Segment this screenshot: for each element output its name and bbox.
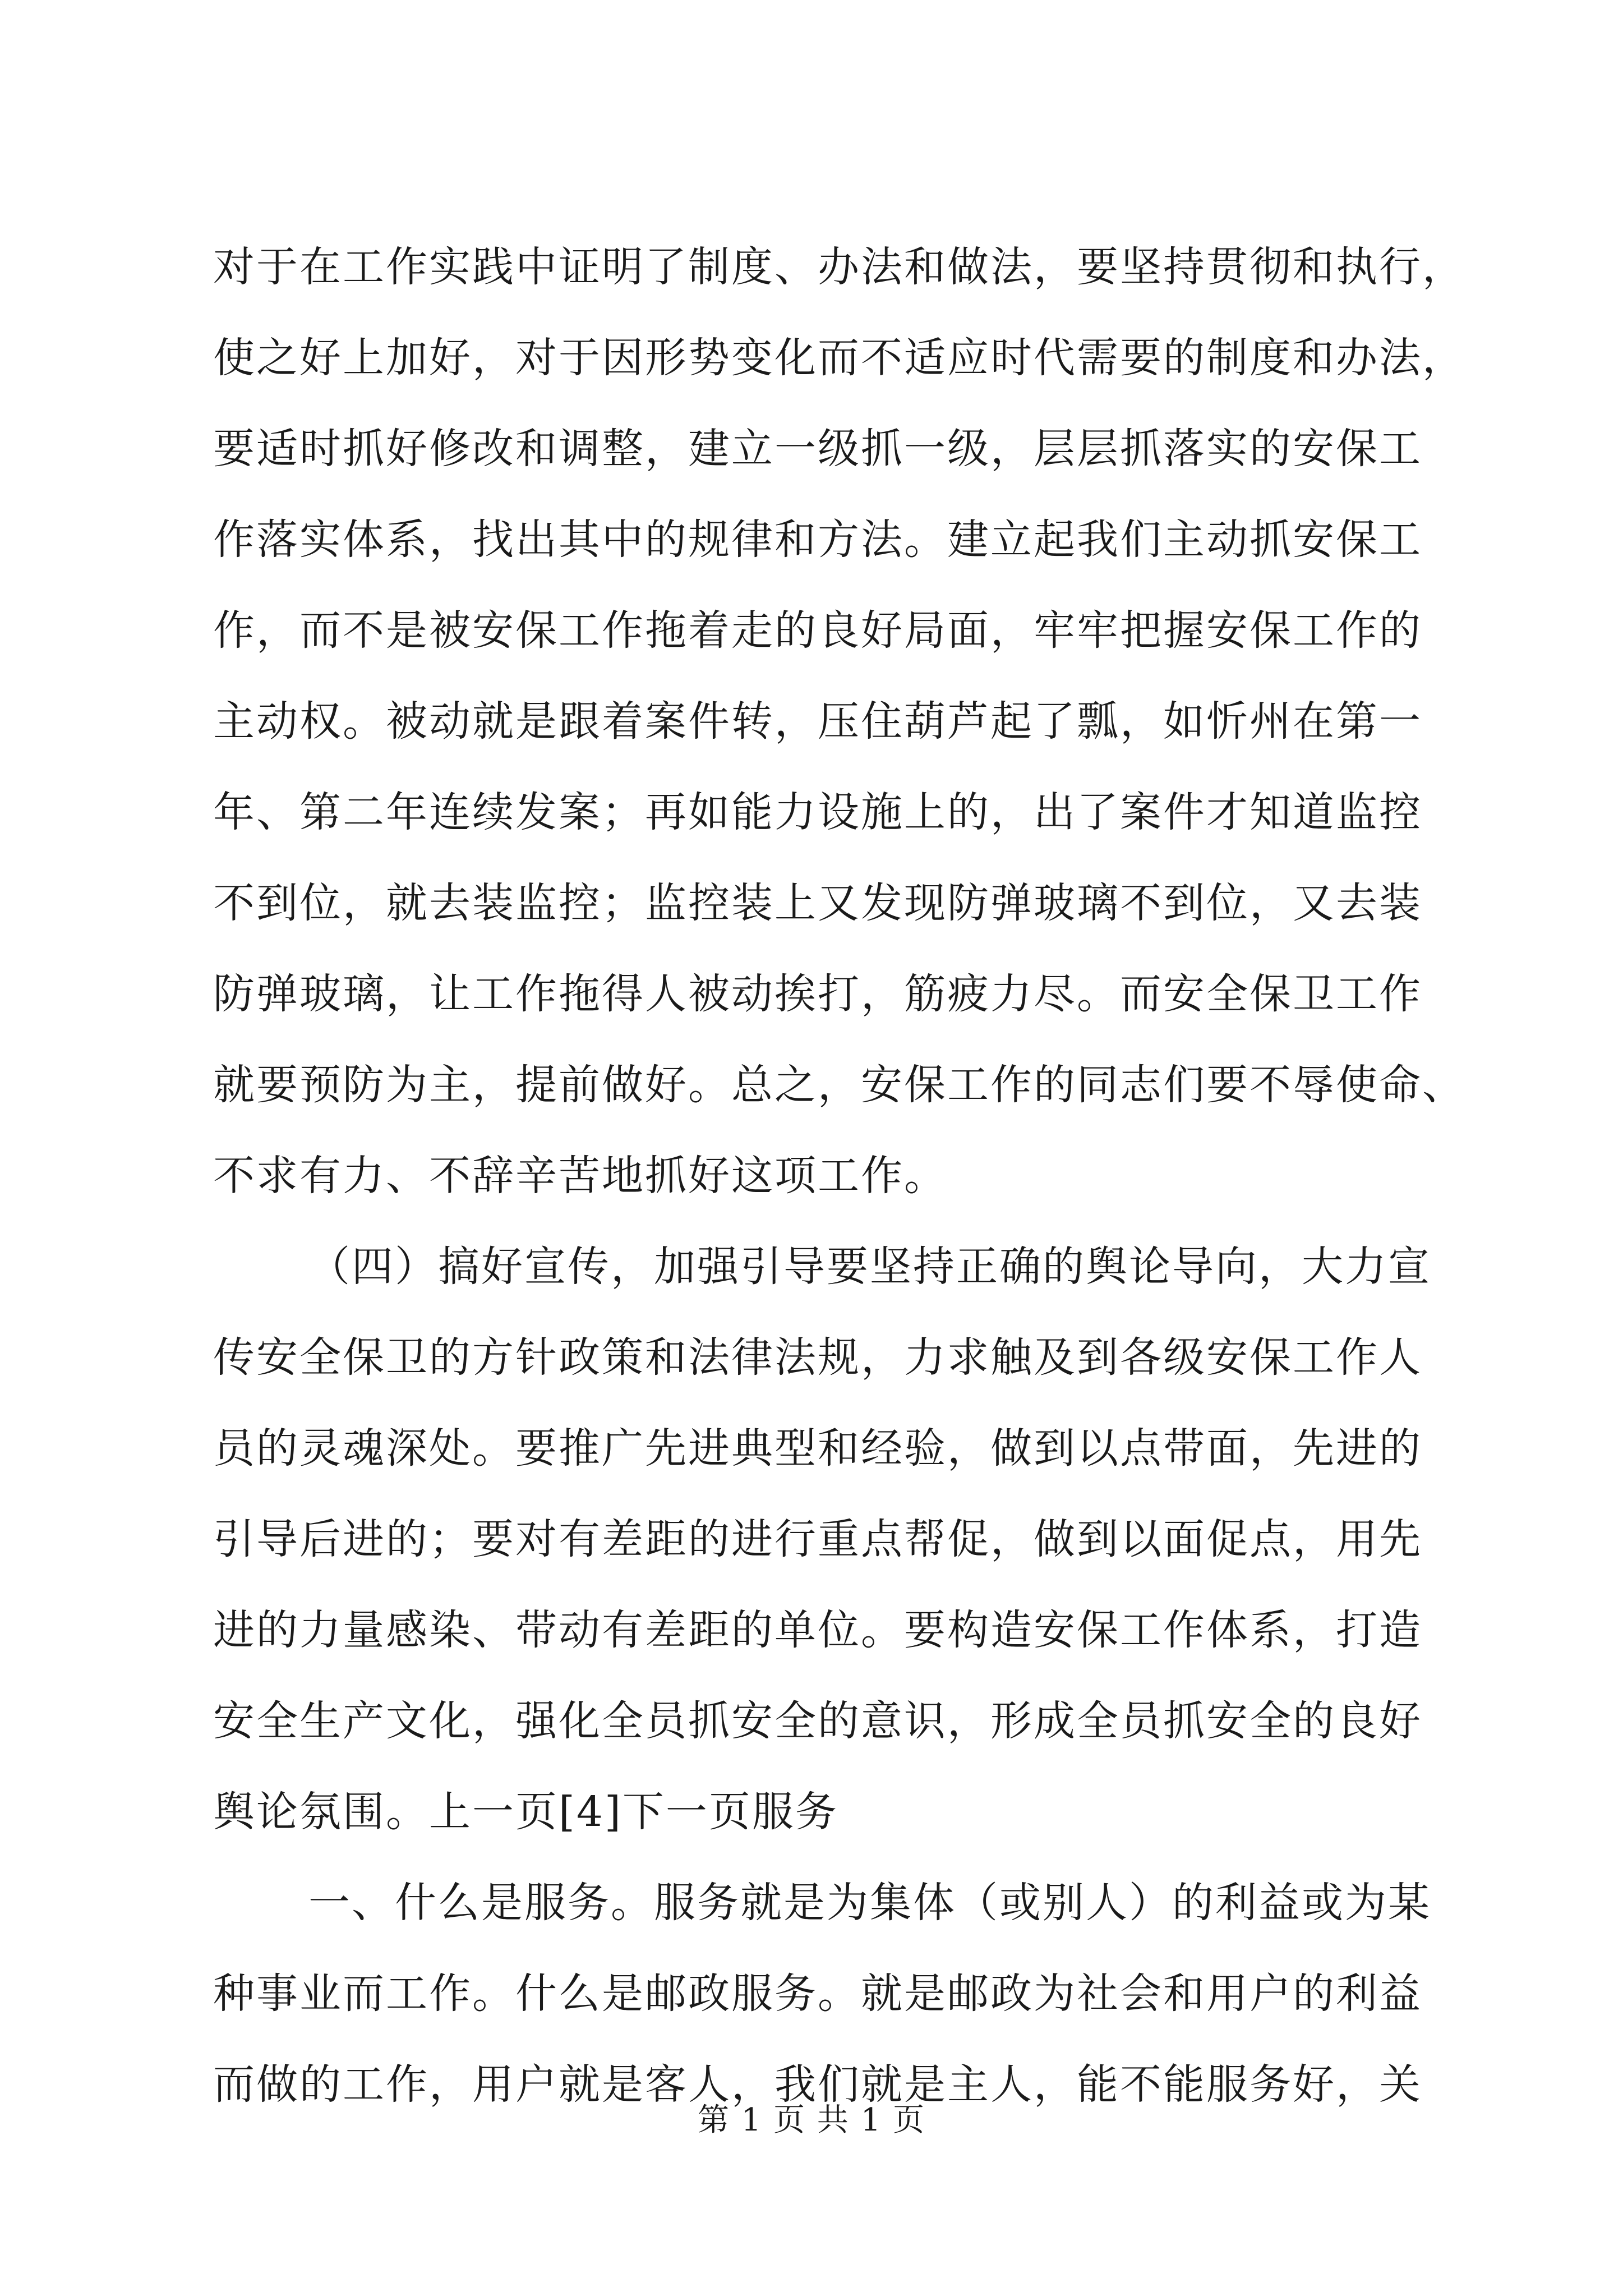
text-line: 作，而不是被安保工作拖着走的良好局面，牢牢把握安保工作的 — [213, 606, 1422, 655]
text-line: 舆论氛围。上一页[4]下一页服务 — [213, 1788, 838, 1836]
page-number-footer: 第 1 页 共 1 页 — [697, 2102, 926, 2138]
paragraph-first-line: （四）搞好宣传，加强引导要坚持正确的舆论导向，大力宣 — [308, 1243, 1431, 1291]
text-line: 使之好上加好，对于因形势变化而不适应时代需要的制度和办法， — [213, 334, 1465, 382]
paragraph-first-line: 一、什么是服务。服务就是为集体（或别人）的利益或为某 — [308, 1879, 1431, 1927]
text-line: 要适时抓好修改和调整，建立一级抓一级，层层抓落实的安保工 — [213, 425, 1422, 473]
text-line: 进的力量感染、带动有差距的单位。要构造安保工作体系，打造 — [213, 1606, 1422, 1654]
text-line: 不求有力、不辞辛苦地抓好这项工作。 — [213, 1152, 947, 1200]
text-line: 引导后进的；要对有差距的进行重点帮促，做到以面促点，用先 — [213, 1515, 1422, 1563]
text-line: 传安全保卫的方针政策和法律法规，力求触及到各级安保工作人 — [213, 1333, 1422, 1382]
text-line: 防弹玻璃，让工作拖得人被动挨打，筋疲力尽。而安全保卫工作 — [213, 970, 1422, 1018]
text-line: 员的灵魂深处。要推广先进典型和经验，做到以点带面，先进的 — [213, 1424, 1422, 1473]
text-line: 安全生产文化，强化全员抓安全的意识，形成全员抓安全的良好 — [213, 1697, 1422, 1745]
text-line: 种事业而工作。什么是邮政服务。就是邮政为社会和用户的利益 — [213, 1970, 1422, 2018]
document-body — [213, 222, 1465, 2130]
text-line: 而做的工作，用户就是客人，我们就是主人，能不能服务好，关 — [213, 2060, 1422, 2109]
text-line: 年、第二年连续发案；再如能力设施上的，出了案件才知道监控 — [213, 788, 1422, 836]
text-line: 作落实体系，找出其中的规律和方法。建立起我们主动抓安保工 — [213, 516, 1422, 564]
text-line: 不到位，就去装监控；监控装上又发现防弹玻璃不到位，又去装 — [213, 879, 1422, 927]
text-line: 主动权。被动就是跟着案件转，压住葫芦起了瓢，如忻州在第一 — [213, 697, 1422, 746]
text-line: 就要预防为主，提前做好。总之，安保工作的同志们要不辱使命、 — [213, 1061, 1465, 1109]
text-line: 对于在工作实践中证明了制度、办法和做法，要坚持贯彻和执行， — [213, 243, 1465, 291]
